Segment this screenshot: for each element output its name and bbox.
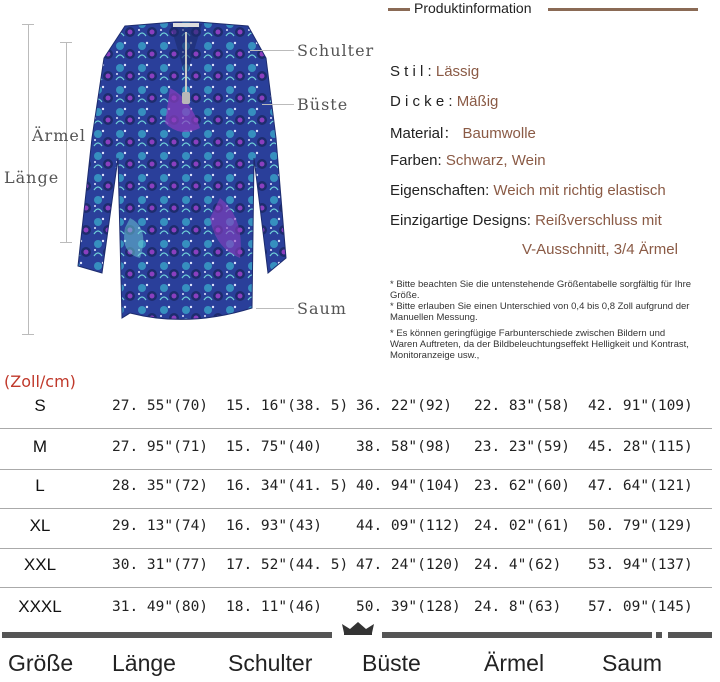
sleeve-guide-cap-top — [60, 42, 72, 43]
sleeve-label: Ärmel — [32, 126, 86, 145]
length-guide-cap-bottom — [22, 334, 34, 335]
info-key: Material： — [390, 125, 459, 142]
bust-cell: 50. 39"(128) — [356, 599, 461, 615]
shoulder-guide-line — [250, 50, 294, 51]
length-cell: 27. 95"(71) — [112, 439, 209, 455]
col-head-hem: Saum — [602, 650, 663, 676]
shoulder-cell: 16. 93"(43) — [226, 518, 323, 534]
size-cell: XXXL — [18, 597, 62, 616]
sleeve-cell: 24. 02"(61) — [474, 518, 571, 534]
product-image — [70, 18, 300, 338]
sleeve-cell: 23. 62"(60) — [474, 478, 571, 494]
col-head-bust: Büste — [362, 650, 421, 676]
col-head-sleeve: Ärmel — [484, 650, 545, 676]
hem-label: Saum — [297, 299, 347, 318]
footer-bar-end — [668, 632, 712, 638]
info-key: Eigenschaften: — [390, 182, 490, 199]
hem-guide-line — [256, 308, 294, 309]
hem-cell: 42. 91"(109) — [588, 398, 693, 414]
crown-icon — [340, 620, 376, 640]
info-value: Weich mit richtig elastisch — [493, 182, 666, 199]
note-color: * Es können geringfügige Farbunterschiede zwischen Bildern und Waren Auftreten, da der Bildbeleuchtungseffekt Helligkeit und Kontrast, Monitoranzeige usw., — [390, 328, 689, 361]
size-cell: M — [32, 437, 48, 456]
info-key: Einzigartige Designs: — [390, 212, 531, 229]
info-value: Baumwolle — [462, 125, 536, 142]
info-key: D i c k e : — [390, 93, 453, 110]
sleeve-cell: 24. 8"(63) — [474, 599, 562, 615]
length-cell: 28. 35"(72) — [112, 478, 209, 494]
note-measurement: * Bitte erlauben Sie einen Unterschied von 0,4 bis 0,8 Zoll aufgrund der Manuellen Messung. — [390, 301, 690, 323]
col-head-shoulder: Schulter — [228, 650, 313, 676]
info-row-features — [390, 182, 666, 199]
table-row — [0, 546, 720, 588]
footer-bar-right — [382, 632, 652, 638]
hem-cell: 53. 94"(137) — [588, 557, 693, 573]
shoulder-cell: 15. 75"(40) — [226, 439, 323, 455]
info-row-colors — [390, 152, 546, 169]
shoulder-label: Schulter — [297, 41, 375, 60]
info-key: S t i l : — [390, 63, 432, 80]
bust-cell: 44. 09"(112) — [356, 518, 461, 534]
info-title: Produktinformation — [414, 0, 532, 16]
bust-cell: 36. 22"(92) — [356, 398, 453, 414]
length-cell: 29. 13"(74) — [112, 518, 209, 534]
info-key: Farben: — [390, 152, 442, 169]
blouse-illustration — [70, 18, 300, 338]
size-cell: XL — [29, 516, 51, 535]
shoulder-cell: 16. 34"(41. 5) — [226, 478, 349, 494]
col-head-length: Länge — [112, 650, 176, 676]
sleeve-cell: 24. 4"(62) — [474, 557, 562, 573]
table-row — [0, 428, 720, 470]
info-header — [388, 0, 700, 18]
length-label: Länge — [4, 168, 60, 187]
info-row-thickness — [390, 93, 498, 110]
size-cell: XXL — [23, 555, 57, 574]
info-row-designs — [390, 212, 662, 229]
sleeve-guide-cap-bottom — [60, 242, 72, 243]
size-cell: S — [34, 396, 46, 415]
hem-cell: 50. 79"(129) — [588, 518, 693, 534]
hem-cell: 57. 09"(145) — [588, 599, 693, 615]
sleeve-cell: 23. 23"(59) — [474, 439, 571, 455]
info-value: Reißverschluss mit — [535, 212, 662, 229]
footer-bar-left — [2, 632, 332, 638]
bust-cell: 38. 58"(98) — [356, 439, 453, 455]
unit-label: (Zoll/cm) — [4, 372, 76, 391]
info-value: Lässig — [435, 63, 480, 80]
bust-cell: 40. 94"(104) — [356, 478, 461, 494]
length-cell: 30. 31"(77) — [112, 557, 209, 573]
info-row-designs-cont — [522, 241, 678, 258]
footer-bar-dot — [656, 632, 662, 638]
info-value: Schwarz, Wein — [445, 152, 546, 169]
table-row — [0, 467, 720, 509]
bust-cell: 47. 24"(120) — [356, 557, 461, 573]
table-row — [0, 507, 720, 549]
hem-cell: 47. 64"(121) — [588, 478, 693, 494]
size-cell: L — [35, 476, 45, 495]
info-value: Mäßig — [456, 93, 499, 110]
table-row — [0, 387, 720, 429]
info-value: V-Ausschnitt, 3/4 Ärmel — [522, 241, 678, 258]
shoulder-cell: 18. 11"(46) — [226, 599, 323, 615]
header-bar-right — [548, 8, 698, 11]
hem-cell: 45. 28"(115) — [588, 439, 693, 455]
length-cell: 31. 49"(80) — [112, 599, 209, 615]
shoulder-cell: 17. 52"(44. 5) — [226, 557, 349, 573]
note-size-chart: * Bitte beachten Sie die untenstehende Größentabelle sorgfältig für Ihre Größe. — [390, 279, 692, 301]
length-cell: 27. 55"(70) — [112, 398, 209, 414]
sleeve-cell: 22. 83"(58) — [474, 398, 571, 414]
info-row-material — [390, 122, 536, 143]
info-row-style — [390, 63, 479, 80]
bust-label: Büste — [297, 95, 349, 114]
shoulder-cell: 15. 16"(38. 5) — [226, 398, 349, 414]
header-bar-left — [388, 8, 410, 11]
bust-guide-line — [262, 104, 294, 105]
col-head-size: Größe — [8, 650, 74, 676]
length-guide-cap-top — [22, 24, 34, 25]
